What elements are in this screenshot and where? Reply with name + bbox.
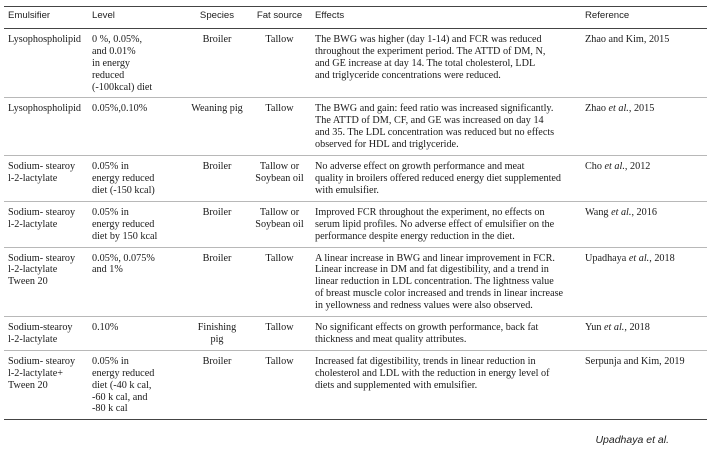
ref-author: Serpunja and Kim, 2019 [585, 355, 685, 367]
cell-fat-source: Tallow [248, 350, 311, 420]
header-species: Species [186, 7, 248, 29]
ref-year: , 2012 [624, 161, 651, 173]
table-row [4, 98, 707, 156]
ref-author: Zhao [585, 103, 609, 115]
cell-species: Weaning pig [186, 98, 248, 156]
cell-species: Finishing pig [186, 317, 248, 351]
cell-effects: Improved FCR throughout the experiment, no effects on serum lipid profiles. No adverse effect of emulsifier on the performance despite energy reduction in the diet. [311, 201, 581, 247]
emulsifier-effects-table [4, 6, 707, 420]
table-row [4, 350, 707, 420]
table-row [4, 156, 707, 202]
cell-species: Broiler [186, 350, 248, 420]
cell-emulsifier: Sodium- stearoy l-2-lactylate [4, 201, 88, 247]
cell-level: 0.05% in energy reduced diet by 150 kcal [88, 201, 186, 247]
cell-reference [581, 98, 707, 156]
header-emulsifier: Emulsifier [4, 7, 88, 29]
ref-year: , 2015 [628, 103, 655, 115]
ref-etal: et al. [608, 103, 629, 115]
ref-author: Zhao and Kim, 2015 [585, 33, 670, 45]
cell-emulsifier: Sodium- stearoy l-2-lactylate [4, 156, 88, 202]
cell-level: 0.05%, 0.075% and 1% [88, 247, 186, 317]
ref-etal: et al. [628, 252, 650, 264]
cell-effects: No significant effects on growth performance, back fat thickness and meat quality attributes. [311, 317, 581, 351]
cell-effects: Increased fat digestibility, trends in linear reduction in cholesterol and LDL with the reduction in energy level of diets and supplemented with emulsifier. [311, 350, 581, 420]
cell-effects: The BWG and gain: feed ratio was increased significantly. The ATTD of DM, CF, and GE was increased on day 14 and 35. The LDL concentration was reduced but no effects observed for HDL and triglyceride. [311, 98, 581, 156]
header-fat-source: Fat source [248, 7, 311, 29]
cell-level: 0 %, 0.05%, and 0.01% in energy reduced (-100kcal) diet [88, 28, 186, 98]
cell-emulsifier: Lysophospholipid [4, 98, 88, 156]
ref-etal: et al. [604, 161, 625, 173]
cell-level: 0.10% [88, 317, 186, 351]
cell-reference [581, 247, 707, 317]
cell-fat-source: Tallow or Soybean oil [248, 156, 311, 202]
ref-etal: et al. [611, 206, 632, 218]
cell-species: Broiler [186, 156, 248, 202]
ref-year: , 2016 [631, 206, 657, 218]
table-row [4, 28, 707, 98]
table-row [4, 317, 707, 351]
ref-year: , 2018 [624, 322, 650, 334]
cell-level: 0.05%,0.10% [88, 98, 186, 156]
cell-species: Broiler [186, 247, 248, 317]
cell-effects: The BWG was higher (day 1-14) and FCR was reduced throughout the experiment period. The ATTD of DM, N, and GE increase at day 14. The total cholesterol, LDL and triglyceride concentrations were reduced. [311, 28, 581, 98]
cell-emulsifier: Sodium-stearoy l-2-lactylate [4, 317, 88, 351]
cell-reference [581, 156, 707, 202]
cell-fat-source: Tallow [248, 317, 311, 351]
cell-effects: A linear increase in BWG and linear improvement in FCR. Linear increase in DM and fat digestibility, and a trend in linear reduction in LDL concentration. The lightness value of breast muscle color increased and trends in linear increase in yellowness and redness values were also observed. [311, 247, 581, 317]
table-row [4, 201, 707, 247]
cell-level: 0.05% in energy reduced diet (-150 kcal) [88, 156, 186, 202]
cell-emulsifier: Sodium- stearoy l-2-lactylate+ Tween 20 [4, 350, 88, 420]
header-level: Level [88, 7, 186, 29]
cell-reference [581, 28, 707, 98]
ref-year: , 2018 [649, 252, 675, 264]
cell-emulsifier: Sodium- stearoy l-2-lactylate Tween 20 [4, 247, 88, 317]
cell-effects: No adverse effect on growth performance and meat quality in broilers offered reduced energy diet supplemented with emulsifier. [311, 156, 581, 202]
cell-reference [581, 201, 707, 247]
running-head-footer: Upadhaya et al. [595, 434, 669, 446]
table-header-row [4, 7, 707, 29]
header-reference: Reference [581, 7, 707, 29]
table-row [4, 247, 707, 317]
cell-reference [581, 350, 707, 420]
cell-fat-source: Tallow [248, 98, 311, 156]
ref-author: Wang [585, 206, 612, 218]
header-effects: Effects [311, 7, 581, 29]
cell-level: 0.05% in energy reduced diet (-40 k cal, -60 k cal, and -80 k cal [88, 350, 186, 420]
ref-etal: et al. [603, 322, 625, 334]
cell-fat-source: Tallow [248, 28, 311, 98]
cell-species: Broiler [186, 28, 248, 98]
cell-species: Broiler [186, 201, 248, 247]
ref-author: Cho [585, 161, 605, 173]
cell-fat-source: Tallow [248, 247, 311, 317]
cell-reference [581, 317, 707, 351]
cell-fat-source: Tallow or Soybean oil [248, 201, 311, 247]
cell-emulsifier: Lysophospholipid [4, 28, 88, 98]
ref-author: Upadhaya [585, 252, 629, 264]
ref-author: Yun [585, 322, 604, 334]
